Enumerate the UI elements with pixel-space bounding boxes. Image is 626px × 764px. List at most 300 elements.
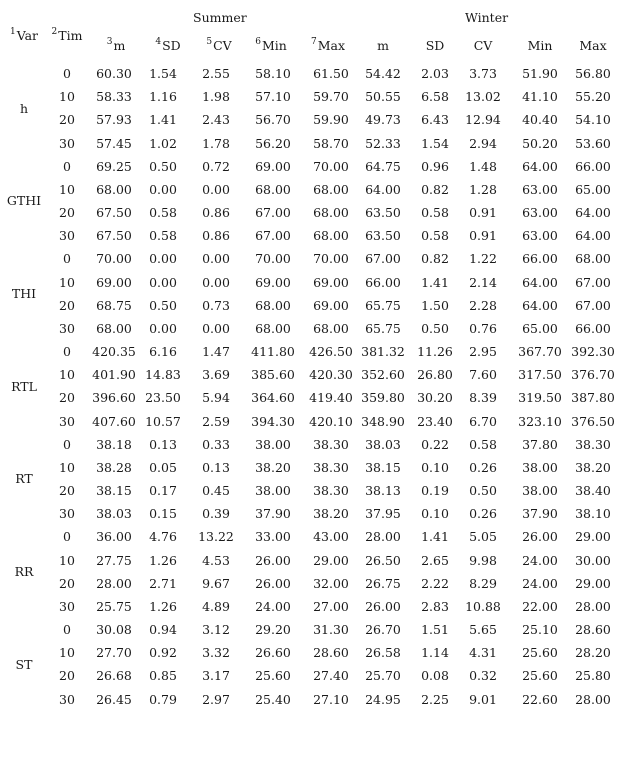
variable-label: h: [19, 101, 29, 116]
value-cell: 24.00: [522, 576, 558, 591]
value-cell: 38.15: [365, 460, 401, 475]
value-cell: 0.33: [202, 437, 230, 452]
value-cell: 55.20: [575, 89, 611, 104]
value-cell: 65.75: [365, 321, 401, 336]
column-header-label: Max: [317, 38, 346, 53]
value-cell: 36.00: [96, 529, 132, 544]
value-cell: 407.60: [92, 414, 136, 429]
value-cell: 38.30: [575, 437, 611, 452]
value-cell: 26.75: [365, 576, 401, 591]
time-cell: 0: [63, 529, 71, 544]
column-header: [52, 28, 83, 46]
time-cell: 0: [63, 66, 71, 81]
value-cell: 0.13: [149, 437, 177, 452]
value-cell: 37.95: [365, 506, 401, 521]
value-cell: 57.45: [96, 136, 132, 151]
value-cell: 50.55: [365, 89, 401, 104]
value-cell: 65.00: [522, 321, 558, 336]
value-cell: 8.39: [469, 390, 497, 405]
value-cell: 1.48: [469, 159, 497, 174]
value-cell: 1.78: [202, 136, 230, 151]
value-cell: 67.50: [96, 228, 132, 243]
value-cell: 0.00: [149, 321, 177, 336]
value-cell: 0.58: [421, 228, 449, 243]
value-cell: 67.00: [255, 228, 291, 243]
value-cell: 419.40: [309, 390, 353, 405]
time-cell: 0: [63, 159, 71, 174]
value-cell: 49.73: [365, 112, 401, 127]
value-cell: 22.00: [522, 599, 558, 614]
value-cell: 66.00: [365, 275, 401, 290]
value-cell: 5.05: [469, 529, 497, 544]
value-cell: 54.10: [575, 112, 611, 127]
value-cell: 37.90: [255, 506, 291, 521]
value-cell: 364.60: [251, 390, 295, 405]
variable-label: GTHI: [6, 193, 42, 208]
value-cell: 37.80: [522, 437, 558, 452]
value-cell: 60.30: [96, 66, 132, 81]
value-cell: 0.00: [149, 251, 177, 266]
value-cell: 68.00: [96, 321, 132, 336]
value-cell: 65.75: [365, 298, 401, 313]
value-cell: 38.20: [313, 506, 349, 521]
column-header: [206, 38, 231, 56]
value-cell: 1.47: [202, 344, 230, 359]
value-cell: 38.20: [575, 460, 611, 475]
value-cell: 38.10: [575, 506, 611, 521]
value-cell: 56.80: [575, 66, 611, 81]
value-cell: 64.75: [365, 159, 401, 174]
time-cell: 30: [59, 228, 75, 243]
value-cell: 67.00: [255, 205, 291, 220]
value-cell: 1.14: [421, 645, 449, 660]
value-cell: 0.73: [202, 298, 230, 313]
column-header-label: Min: [527, 38, 553, 53]
value-cell: 2.97: [202, 692, 230, 707]
time-cell: 20: [59, 483, 75, 498]
value-cell: 0.85: [149, 668, 177, 683]
time-cell: 10: [59, 460, 75, 475]
value-cell: 38.00: [255, 483, 291, 498]
value-cell: 70.00: [255, 251, 291, 266]
value-cell: 4.31: [469, 645, 497, 660]
value-cell: 27.00: [313, 599, 349, 614]
value-cell: 68.00: [255, 182, 291, 197]
value-cell: 0.00: [202, 182, 230, 197]
value-cell: 28.60: [575, 622, 611, 637]
value-cell: 0.15: [149, 506, 177, 521]
value-cell: 3.17: [202, 668, 230, 683]
value-cell: 25.10: [522, 622, 558, 637]
value-cell: 0.00: [202, 275, 230, 290]
value-cell: 385.60: [251, 367, 295, 382]
value-cell: 26.68: [96, 668, 132, 683]
value-cell: 68.75: [96, 298, 132, 313]
value-cell: 69.25: [96, 159, 132, 174]
value-cell: 0.58: [149, 228, 177, 243]
value-cell: 38.30: [313, 460, 349, 475]
value-cell: 38.13: [365, 483, 401, 498]
value-cell: 1.22: [469, 251, 497, 266]
value-cell: 420.35: [92, 344, 136, 359]
value-cell: 69.00: [313, 298, 349, 313]
value-cell: 25.80: [575, 668, 611, 683]
value-cell: 9.98: [469, 553, 497, 568]
value-cell: 68.00: [255, 321, 291, 336]
value-cell: 0.50: [149, 159, 177, 174]
value-cell: 26.80: [417, 367, 453, 382]
value-cell: 27.75: [96, 553, 132, 568]
value-cell: 0.00: [149, 275, 177, 290]
value-cell: 4.89: [202, 599, 230, 614]
time-cell: 0: [63, 251, 71, 266]
value-cell: 64.00: [522, 298, 558, 313]
value-cell: 5.94: [202, 390, 230, 405]
value-cell: 25.60: [522, 645, 558, 660]
value-cell: 22.60: [522, 692, 558, 707]
value-cell: 3.12: [202, 622, 230, 637]
variable-label: ST: [15, 657, 33, 672]
column-header: [426, 38, 445, 54]
column-header-footnote: 7: [310, 37, 317, 47]
value-cell: 0.76: [469, 321, 497, 336]
value-cell: 0.00: [202, 251, 230, 266]
column-header-label: Var: [16, 28, 39, 43]
value-cell: 376.70: [571, 367, 615, 382]
value-cell: 13.02: [465, 89, 501, 104]
value-cell: 67.00: [575, 275, 611, 290]
value-cell: 396.60: [92, 390, 136, 405]
value-cell: 426.50: [309, 344, 353, 359]
value-cell: 0.86: [202, 228, 230, 243]
value-cell: 37.90: [522, 506, 558, 521]
value-cell: 40.40: [522, 112, 558, 127]
value-cell: 6.70: [469, 414, 497, 429]
value-cell: 30.20: [417, 390, 453, 405]
value-cell: 0.79: [149, 692, 177, 707]
value-cell: 70.00: [96, 251, 132, 266]
value-cell: 38.28: [96, 460, 132, 475]
value-cell: 51.90: [522, 66, 558, 81]
value-cell: 26.00: [255, 553, 291, 568]
value-cell: 7.60: [469, 367, 497, 382]
column-header-label: SD: [425, 38, 445, 53]
value-cell: 26.00: [365, 599, 401, 614]
value-cell: 14.83: [145, 367, 181, 382]
value-cell: 67.00: [575, 298, 611, 313]
time-cell: 20: [59, 390, 75, 405]
value-cell: 38.15: [96, 483, 132, 498]
value-cell: 2.83: [421, 599, 449, 614]
value-cell: 68.00: [575, 251, 611, 266]
value-cell: 38.03: [96, 506, 132, 521]
value-cell: 1.02: [149, 136, 177, 151]
value-cell: 41.10: [522, 89, 558, 104]
value-cell: 4.76: [149, 529, 177, 544]
value-cell: 2.22: [421, 576, 449, 591]
time-cell: 20: [59, 205, 75, 220]
column-header-label: Min: [261, 38, 287, 53]
time-cell: 30: [59, 692, 75, 707]
value-cell: 29.00: [575, 529, 611, 544]
value-cell: 348.90: [361, 414, 405, 429]
value-cell: 59.70: [313, 89, 349, 104]
value-cell: 0.50: [149, 298, 177, 313]
value-cell: 63.50: [365, 228, 401, 243]
value-cell: 27.70: [96, 645, 132, 660]
time-cell: 20: [59, 668, 75, 683]
value-cell: 38.40: [575, 483, 611, 498]
value-cell: 26.45: [96, 692, 132, 707]
column-header-footnote: 4: [155, 37, 162, 47]
value-cell: 0.39: [202, 506, 230, 521]
time-cell: 20: [59, 112, 75, 127]
value-cell: 67.50: [96, 205, 132, 220]
time-cell: 0: [63, 622, 71, 637]
value-cell: 59.90: [313, 112, 349, 127]
value-cell: 1.26: [149, 599, 177, 614]
value-cell: 23.50: [145, 390, 181, 405]
value-cell: 33.00: [255, 529, 291, 544]
value-cell: 69.00: [313, 275, 349, 290]
value-cell: 319.50: [518, 390, 562, 405]
time-cell: 30: [59, 321, 75, 336]
value-cell: 38.00: [255, 437, 291, 452]
value-cell: 54.42: [365, 66, 401, 81]
value-cell: 2.94: [469, 136, 497, 151]
value-cell: 1.41: [421, 275, 449, 290]
value-cell: 64.00: [522, 159, 558, 174]
value-cell: 29.20: [255, 622, 291, 637]
value-cell: 52.33: [365, 136, 401, 151]
value-cell: 6.16: [149, 344, 177, 359]
value-cell: 70.00: [313, 159, 349, 174]
value-cell: 69.00: [96, 275, 132, 290]
value-cell: 394.30: [251, 414, 295, 429]
value-cell: 63.50: [365, 205, 401, 220]
value-cell: 65.00: [575, 182, 611, 197]
value-cell: 0.05: [149, 460, 177, 475]
value-cell: 57.93: [96, 112, 132, 127]
value-cell: 2.03: [421, 66, 449, 81]
column-header: [579, 38, 606, 54]
value-cell: 29.00: [313, 553, 349, 568]
value-cell: 0.58: [469, 437, 497, 452]
value-cell: 0.94: [149, 622, 177, 637]
value-cell: 38.03: [365, 437, 401, 452]
value-cell: 9.67: [202, 576, 230, 591]
value-cell: 30.08: [96, 622, 132, 637]
value-cell: 38.30: [313, 483, 349, 498]
value-cell: 25.70: [365, 668, 401, 683]
value-cell: 31.30: [313, 622, 349, 637]
time-cell: 10: [59, 275, 75, 290]
column-header-label: CV: [473, 38, 493, 53]
winter-group-header: Winter: [465, 10, 509, 25]
value-cell: 1.98: [202, 89, 230, 104]
value-cell: 0.10: [421, 460, 449, 475]
value-cell: 6.43: [421, 112, 449, 127]
value-cell: 26.58: [365, 645, 401, 660]
value-cell: 26.50: [365, 553, 401, 568]
time-cell: 10: [59, 182, 75, 197]
value-cell: 1.51: [421, 622, 449, 637]
value-cell: 38.20: [255, 460, 291, 475]
value-cell: 0.26: [469, 460, 497, 475]
value-cell: 317.50: [518, 367, 562, 382]
value-cell: 58.33: [96, 89, 132, 104]
summer-group-header: Summer: [193, 10, 247, 25]
value-cell: 58.10: [255, 66, 291, 81]
value-cell: 0.82: [421, 182, 449, 197]
time-cell: 20: [59, 576, 75, 591]
column-header: [377, 38, 389, 54]
value-cell: 8.29: [469, 576, 497, 591]
value-cell: 0.50: [469, 483, 497, 498]
value-cell: 29.00: [575, 576, 611, 591]
time-cell: 30: [59, 506, 75, 521]
value-cell: 28.00: [96, 576, 132, 591]
column-header-label: SD: [162, 38, 181, 53]
value-cell: 64.00: [575, 228, 611, 243]
value-cell: 2.65: [421, 553, 449, 568]
column-header-footnote: 1: [9, 27, 16, 37]
value-cell: 387.80: [571, 390, 615, 405]
value-cell: 0.13: [202, 460, 230, 475]
value-cell: 68.00: [313, 321, 349, 336]
column-header-label: m: [377, 38, 389, 53]
value-cell: 1.54: [149, 66, 177, 81]
value-cell: 6.58: [421, 89, 449, 104]
value-cell: 25.60: [522, 668, 558, 683]
value-cell: 2.43: [202, 112, 230, 127]
value-cell: 68.00: [313, 205, 349, 220]
value-cell: 392.30: [571, 344, 615, 359]
value-cell: 66.00: [575, 159, 611, 174]
value-cell: 9.01: [469, 692, 497, 707]
value-cell: 64.00: [522, 275, 558, 290]
column-header-footnote: 5: [206, 37, 213, 47]
value-cell: 28.20: [575, 645, 611, 660]
value-cell: 2.95: [469, 344, 497, 359]
value-cell: 28.60: [313, 645, 349, 660]
value-cell: 56.20: [255, 136, 291, 151]
variable-label: THI: [11, 286, 37, 301]
value-cell: 1.26: [149, 553, 177, 568]
value-cell: 23.40: [417, 414, 453, 429]
value-cell: 359.80: [361, 390, 405, 405]
value-cell: 2.71: [149, 576, 177, 591]
value-cell: 50.20: [522, 136, 558, 151]
time-cell: 0: [63, 437, 71, 452]
value-cell: 26.70: [365, 622, 401, 637]
value-cell: 1.54: [421, 136, 449, 151]
value-cell: 2.59: [202, 414, 230, 429]
value-cell: 58.70: [313, 136, 349, 151]
column-header-footnote: 6: [255, 37, 261, 47]
time-cell: 0: [63, 344, 71, 359]
value-cell: 401.90: [92, 367, 136, 382]
value-cell: 0.17: [149, 483, 177, 498]
column-header-footnote: 3: [106, 37, 113, 47]
value-cell: 420.30: [309, 367, 353, 382]
value-cell: 25.40: [255, 692, 291, 707]
value-cell: 27.40: [313, 668, 349, 683]
column-header: [155, 38, 180, 56]
value-cell: 2.55: [202, 66, 230, 81]
column-header: [474, 38, 493, 54]
value-cell: 2.25: [421, 692, 449, 707]
value-cell: 0.26: [469, 506, 497, 521]
value-cell: 26.60: [255, 645, 291, 660]
value-cell: 68.00: [96, 182, 132, 197]
value-cell: 28.00: [575, 599, 611, 614]
value-cell: 70.00: [313, 251, 349, 266]
value-cell: 32.00: [313, 576, 349, 591]
value-cell: 56.70: [255, 112, 291, 127]
value-cell: 38.00: [522, 460, 558, 475]
value-cell: 13.22: [198, 529, 234, 544]
value-cell: 0.58: [149, 205, 177, 220]
value-cell: 68.00: [255, 298, 291, 313]
value-cell: 352.60: [361, 367, 405, 382]
value-cell: 0.08: [421, 668, 449, 683]
value-cell: 3.32: [202, 645, 230, 660]
value-cell: 38.00: [522, 483, 558, 498]
column-header: [311, 38, 345, 56]
time-cell: 10: [59, 367, 75, 382]
value-cell: 68.00: [313, 182, 349, 197]
value-cell: 0.00: [149, 182, 177, 197]
value-cell: 63.00: [522, 205, 558, 220]
value-cell: 3.69: [202, 367, 230, 382]
value-cell: 26.00: [522, 529, 558, 544]
column-header-label: CV: [213, 38, 232, 53]
time-cell: 30: [59, 136, 75, 151]
value-cell: 28.00: [575, 692, 611, 707]
value-cell: 0.00: [202, 321, 230, 336]
value-cell: 376.50: [571, 414, 615, 429]
value-cell: 0.50: [421, 321, 449, 336]
value-cell: 24.95: [365, 692, 401, 707]
value-cell: 0.72: [202, 159, 230, 174]
value-cell: 10.88: [465, 599, 501, 614]
value-cell: 24.00: [255, 599, 291, 614]
value-cell: 66.00: [575, 321, 611, 336]
value-cell: 1.41: [149, 112, 177, 127]
variable-label: RTL: [11, 379, 37, 394]
value-cell: 63.00: [522, 182, 558, 197]
value-cell: 64.00: [365, 182, 401, 197]
value-cell: 24.00: [522, 553, 558, 568]
time-cell: 30: [59, 599, 75, 614]
value-cell: 43.00: [313, 529, 349, 544]
value-cell: 64.00: [575, 205, 611, 220]
value-cell: 0.19: [421, 483, 449, 498]
time-cell: 10: [59, 553, 75, 568]
value-cell: 0.91: [469, 205, 497, 220]
value-cell: 26.00: [255, 576, 291, 591]
value-cell: 27.10: [313, 692, 349, 707]
column-header: [528, 38, 553, 54]
time-cell: 10: [59, 89, 75, 104]
column-header-footnote: 2: [51, 27, 58, 37]
value-cell: 66.00: [522, 251, 558, 266]
time-cell: 10: [59, 645, 75, 660]
value-cell: 0.10: [421, 506, 449, 521]
value-cell: 0.96: [421, 159, 449, 174]
value-cell: 63.00: [522, 228, 558, 243]
